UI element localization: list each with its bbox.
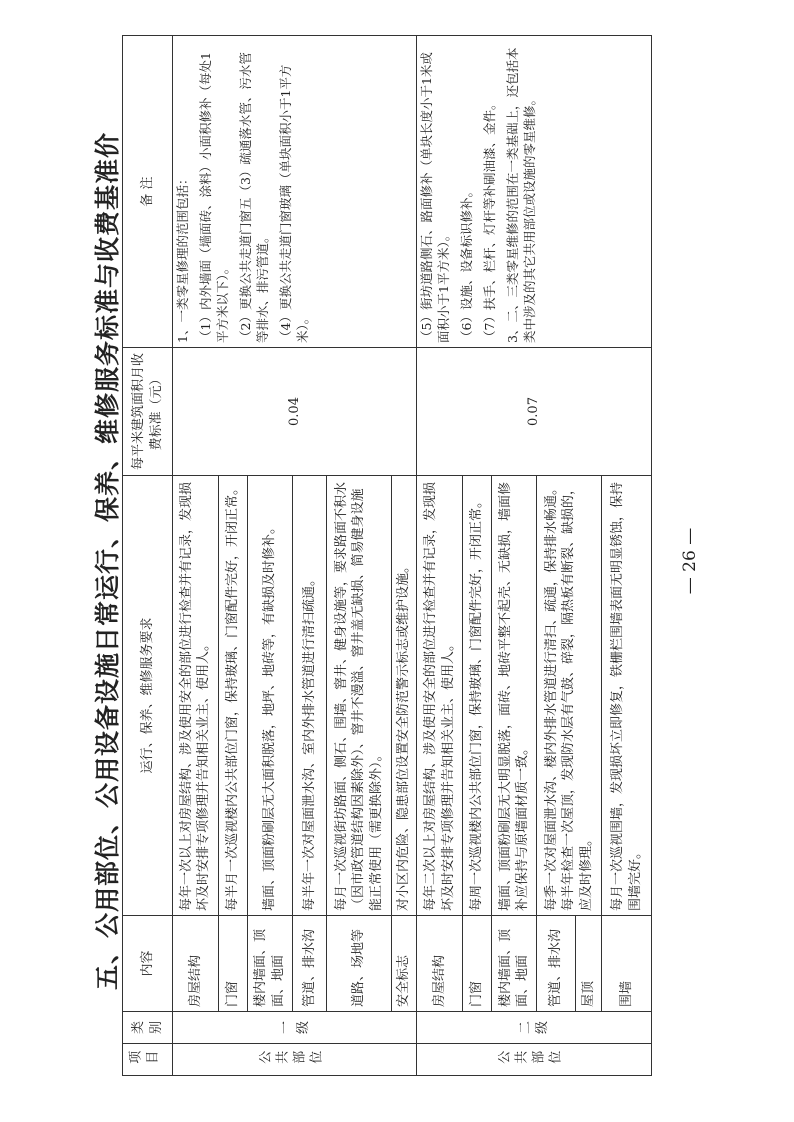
group1-content-5: 安全标志: [391, 916, 416, 1012]
header-remarks: 备 注: [123, 36, 173, 348]
header-requirements: 运行、保养、维修服务要求: [123, 476, 173, 916]
group2-req-1: 每周一次巡视楼内公共部位门窗，保持玻璃、门窗配件完好，开闭正常。: [462, 476, 491, 916]
group2-content-1: 门窗: [462, 916, 491, 1012]
group1-content-0: 房屋结构: [173, 916, 218, 1012]
group2-item: 公共部位: [497, 1051, 566, 1067]
group1-content-1: 门窗: [218, 916, 247, 1012]
header-row: [123, 36, 173, 1076]
table-row: [417, 36, 462, 1076]
page-number: — 26 —: [680, 527, 700, 595]
group1-req-0: 每年一次以上对房屋结构、涉及使用安全的部位进行检查并有记录，发现损坏及时安排专项修理并告知相关业主、使用人。: [173, 476, 218, 916]
group2-req-5: 每月一次巡视围墙，发现损坏立即修复，铁栅栏围墙表面无明显锈蚀，保持围墙完好。: [602, 476, 652, 916]
group1-content-2: 楼内墙面、顶面、地面: [247, 916, 292, 1012]
group1-req-1: 每半月一次巡视楼内公共部位门窗，保持玻璃、门窗配件完好，开闭正常。: [218, 476, 247, 916]
remark-6: （6）设施、设备标识修补。: [459, 185, 475, 343]
group1-req-3: 每半年一次对屋面泄水沟、室内外排水管道进行清扫疏通。: [293, 476, 327, 916]
table-row: [173, 36, 218, 1076]
header-item: 项目: [127, 1051, 162, 1067]
group2-content-4: 屋顶: [576, 916, 602, 1012]
header-fee: 每平米建筑面积月收费标准（元）: [123, 348, 173, 476]
group2-req-3: 每季一次对屋面泄水沟、楼内外排水管道进行清扫、疏通，保持排水畅通。每半年检查一次屋顶，发现防水层有气鼓、碎裂，隔热板有断裂、缺损的，应及时修理。: [537, 476, 602, 916]
group1-req-2: 墙面、顶面粉刷层无大面积脱落，地坪、地砖等，有缺损及时修补。: [247, 476, 292, 916]
group2-req-2: 墙面、顶面粉刷层无大明显脱落，面砖、地砖平整不起壳、无缺损，墙面修补应保持与原墙面材质一致。: [491, 476, 536, 916]
remark-8: 3、二、三类零星维修的范围在一类基础上，还包括本类中涉及的其它共用部位或设施的零星维修。: [504, 47, 537, 343]
remark-7: （7）扶手、栏杆、灯杆等补刷油漆、金件。: [482, 97, 498, 343]
remark-3: （2）更换公共走道门窗五（3）疏通落水管、污水管等排水、排污管道。: [237, 52, 270, 343]
group1-req-5: 对小区内危险、隐患部位设置安全防范警示标志或维护设施。: [391, 476, 416, 916]
group1-content-4: 道路、场地等: [326, 916, 391, 1012]
remarks-group2: [417, 36, 652, 348]
group1-req-4: 每月一次巡视街坊路面、侧石、围墙、窨井、健身设施等，要求路面不积水（因市政管道结构因素除外）、窨井不漫溢、窨井盖无缺损、简易健身设施能正常使用（需更换除外）。: [326, 476, 391, 916]
remark-5: （5）街坊道路侧石、路面修补（单块长度小于1米或面积小于1平方米）。: [419, 52, 452, 343]
group1-fee: 0.04: [173, 348, 417, 476]
group2-content-2: 楼内墙面、顶面、地面: [491, 916, 536, 1012]
group1-content-3: 管道、排水沟: [293, 916, 327, 1012]
group2-req-0: 每年二次以上对房屋结构、涉及使用安全的部位进行检查并有记录，发现损坏及时安排专项修理并告知相关业主、使用人。: [417, 476, 462, 916]
group2-level: 二级: [417, 1012, 652, 1044]
group2-fee: 0.07: [417, 348, 652, 476]
group1-level: 一级: [173, 1012, 417, 1044]
page-title: 五、公用部位、公用设备设施日常运行、保养、维修服务标准与收费基准价: [93, 132, 122, 991]
remark-4: （4）更换公共走道门窗玻璃（单块面积小于1平方米）。: [277, 64, 310, 343]
group2-content-3: 管道、排水沟: [537, 916, 576, 1012]
group2-content-0: 房屋结构: [417, 916, 462, 1012]
remark-2: （1）内外墙面（墙面砖、涂料）小面积修补（每处1平方米以下）。: [198, 52, 231, 343]
header-category: 类别: [123, 1012, 173, 1044]
group2-content-5: 围墙: [602, 916, 652, 1012]
remarks-group1: [173, 36, 417, 348]
remark-1: 1、一类零星修理的范围包括：: [175, 172, 191, 343]
service-standard-table: [122, 35, 652, 1076]
header-content: 内容: [123, 916, 173, 1012]
group1-item: 公共部位: [258, 1051, 327, 1067]
